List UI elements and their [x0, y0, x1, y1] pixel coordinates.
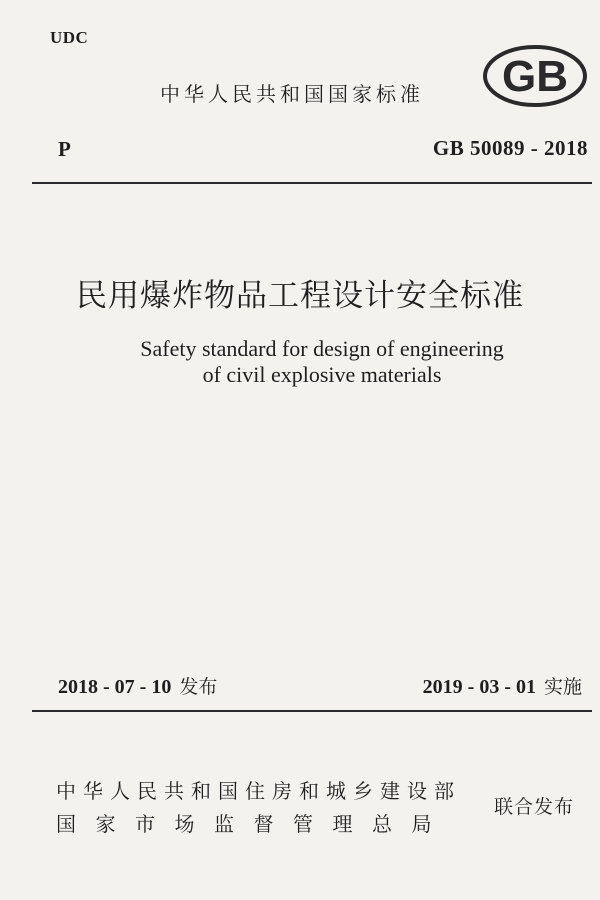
implementation-date-value: 2019 - 03 - 01: [422, 676, 536, 698]
classification-code: P: [58, 137, 71, 161]
gb-logo: [482, 44, 588, 108]
implementation-date: [423, 672, 582, 699]
issue-label: 发布: [179, 676, 218, 698]
gb-logo-text: GB: [502, 52, 568, 101]
title-chinese: 民用爆炸物品工程设计安全标准: [76, 278, 524, 314]
top-divider: [32, 182, 592, 184]
bottom-divider: [32, 710, 592, 712]
joint-issue-label: 联合发布: [494, 796, 575, 818]
title-english-line2: of civil explosive materials: [202, 362, 442, 387]
issue-date: [58, 672, 217, 699]
issue-date-value: 2018 - 07 - 10: [58, 676, 172, 698]
issuer-line2: 国家市场监督管理总局: [56, 812, 451, 836]
implementation-label: 实施: [543, 676, 582, 698]
title-english-line1: Safety standard for design of engineering: [140, 336, 504, 361]
udc-label: UDC: [50, 28, 89, 47]
standard-number: GB 50089 - 2018: [432, 136, 588, 160]
national-standard-title: 中华人民共和国国家标准: [160, 82, 424, 106]
issuer-line1: 中华人民共和国住房和城乡建设部: [56, 779, 461, 803]
